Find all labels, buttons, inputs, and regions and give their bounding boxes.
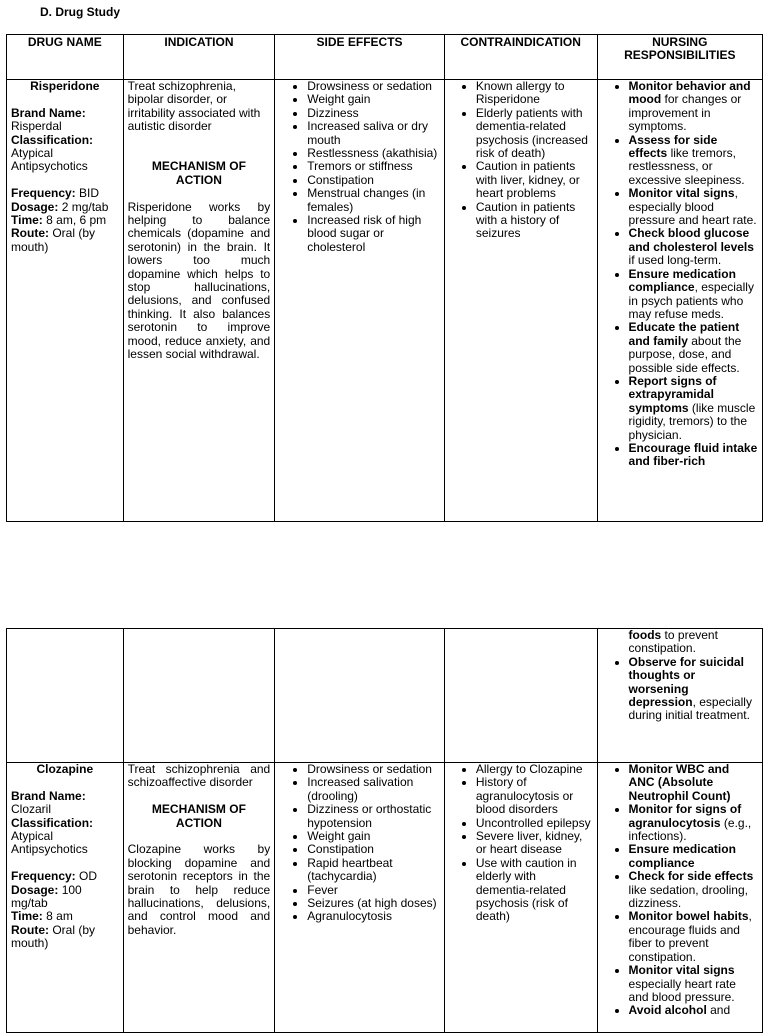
brand-label: Brand Name:	[11, 788, 86, 803]
brand-label: Brand Name:	[11, 105, 86, 120]
nursing-item-lead: Monitor vital signs	[628, 963, 735, 978]
drug-name: Risperidone	[30, 79, 100, 93]
list-item: • Rapid heartbeat (tachycardia)	[307, 857, 440, 884]
indication-cell	[123, 80, 275, 522]
nursing-item-lead: Observe for suicidal thoughts or worsening depression	[628, 654, 744, 710]
drug-row-risperidone	[7, 80, 763, 522]
time-label: Time:	[11, 213, 43, 228]
nursing-item-text: , especially in psych patients who may refuse meds.	[628, 280, 754, 321]
nursing-item	[629, 80, 758, 134]
list-item: • Fever	[307, 884, 440, 897]
list-item: • Caution in patients with liver, kidney, or heart problems	[476, 160, 593, 200]
list-item: • Use with caution in elderly with dementia-related psychosis (risk of death)	[476, 857, 593, 924]
mechanism-text: Risperidone works by helping to balance chemicals (dopamine and serotonin) in the brain. It lowers too much dopamine which helps to stop hallucinations, delusions, and confused thinking. It also balances serotonin to improve mood, reduce anxiety, and lessen social withdrawal.	[127, 199, 271, 362]
header-drug-name: DRUG NAME	[7, 35, 124, 80]
dosage-label: Dosage:	[11, 882, 59, 897]
drug-study-table-page-2	[6, 628, 763, 1033]
nursing-item-lead: Ensure medication compliance	[628, 266, 736, 295]
header-nursing-responsibilities: NURSING RESPONSIBILITIES	[597, 35, 762, 80]
nursing-item-text: (e.g., infections).	[628, 815, 752, 844]
header-indication: INDICATION	[123, 35, 275, 80]
route-label: Route:	[11, 226, 49, 241]
nursing-item	[629, 803, 758, 843]
nursing-item-text: if used long-term.	[628, 253, 722, 268]
contraindication-cell	[444, 80, 597, 522]
nursing-list	[602, 763, 758, 1018]
classification-label: Classification:	[11, 132, 94, 147]
list-item: • Uncontrolled epilepsy	[476, 817, 593, 830]
drug-row-clozapine	[7, 763, 763, 1033]
list-item: • Weight gain	[307, 93, 440, 106]
nursing-item	[629, 843, 758, 870]
nursing-item	[629, 870, 758, 910]
nursing-item-text: like tremors, restlessness, or excessive sleepiness.	[628, 146, 745, 187]
nursing-item-lead: Monitor for signs of agranulocytosis	[628, 802, 742, 830]
nursing-item-lead: Monitor WBC and ANC (Absolute Neutrophil Count)	[628, 762, 731, 803]
nursing-cell	[597, 763, 762, 1033]
nursing-item-lead: Check blood glucose and cholesterol levels	[628, 226, 754, 254]
nursing-cell	[597, 80, 762, 522]
classification-value: Atypical Antipsychotics	[11, 829, 88, 857]
nursing-item-lead: Ensure medication compliance	[628, 842, 736, 870]
nursing-item-text: especially heart rate and blood pressure.	[628, 976, 736, 1004]
route-value: Oral (by mouth)	[11, 922, 96, 951]
time-value: 8 am	[46, 909, 73, 924]
mechanism-heading: MECHANISM OF ACTION	[151, 802, 246, 830]
list-item: • Dizziness	[307, 107, 440, 120]
nursing-item-lead: Check for side effects	[628, 869, 754, 884]
dosage-value: 100 mg/tab	[11, 882, 82, 911]
route-label: Route:	[11, 922, 49, 937]
nursing-item-lead: Monitor vital signs	[628, 186, 735, 201]
drug-name-cell	[7, 763, 124, 1033]
indication-text: Treat schizophrenia and schizoaffective disorder	[127, 762, 271, 790]
header-row	[7, 35, 763, 80]
frequency-value: BID	[79, 186, 100, 201]
list-item: • Dizziness or orthostatic hypotension	[307, 803, 440, 830]
list-item: • Severe liver, kidney, or heart disease	[476, 830, 593, 857]
drug-name-cell	[7, 80, 124, 522]
indication-text: Treat schizophrenia, bipolar disorder, or irritability associated with autistic disorder	[127, 79, 261, 134]
contraindications-list	[449, 80, 593, 241]
dosage-label: Dosage:	[11, 199, 59, 214]
contraindication-cell	[444, 763, 597, 1033]
time-value: 8 am, 6 pm	[46, 213, 107, 228]
nursing-item	[629, 442, 758, 469]
nursing-item	[629, 910, 758, 964]
list-item: • Weight gain	[307, 830, 440, 843]
header-contraindication: CONTRAINDICATION	[444, 35, 597, 80]
list-item: • Increased saliva or dry mouth	[307, 120, 440, 147]
nursing-item	[629, 375, 758, 442]
drug-name: Clozapine	[36, 762, 94, 776]
side-effects-cell	[275, 80, 445, 522]
list-item: • Restlessness (akathisia)	[307, 147, 440, 160]
list-item: • Seizures (at high doses)	[307, 897, 440, 910]
page-heading: D. Drug Study	[40, 5, 120, 19]
nursing-item-text: like sedation, drooling, dizziness.	[628, 882, 748, 911]
list-item: • Agranulocytosis	[307, 910, 440, 923]
mechanism-heading: MECHANISM OF ACTION	[151, 159, 246, 187]
frequency-value: OD	[79, 869, 98, 884]
nursing-item-text: and	[706, 1003, 731, 1018]
nursing-item-lead: Avoid alcohol	[628, 1003, 707, 1018]
nursing-item-lead: Educate the patient and family	[628, 320, 740, 348]
nursing-list	[602, 80, 758, 469]
list-item: • Increased risk of high blood sugar or cholesterol	[307, 214, 440, 254]
nursing-item-text: , encourage fluids and fiber to prevent constipation.	[628, 909, 752, 964]
brand-name: Clozaril	[11, 802, 52, 817]
indication-cell	[123, 763, 275, 1033]
nursing-item	[629, 227, 758, 267]
list-item: • Allergy to Clozapine	[476, 763, 593, 776]
nursing-continued-cell	[597, 629, 762, 763]
brand-name: Risperdal	[11, 119, 62, 134]
nursing-item	[629, 268, 758, 322]
frequency-label: Frequency:	[11, 869, 76, 884]
continuation-row	[7, 629, 763, 763]
nursing-item	[629, 656, 758, 723]
route-value: Oral (by mouth)	[11, 226, 96, 254]
nursing-item-text: about the purpose, dose, and possible side effects.	[628, 333, 742, 375]
nursing-continued-list	[602, 629, 758, 723]
nursing-item-text: to prevent constipation.	[628, 628, 718, 656]
list-item: • Constipation	[307, 174, 440, 187]
nursing-item-lead: Encourage fluid intake and fiber-rich	[628, 440, 758, 469]
list-item: • Drowsiness or sedation	[307, 763, 440, 776]
nursing-item-lead: Assess for side effects	[628, 132, 718, 161]
list-item: • Caution in patients with a history of seizures	[476, 201, 593, 241]
nursing-item	[629, 134, 758, 188]
list-item: • Drowsiness or sedation	[307, 80, 440, 93]
nursing-item	[629, 1004, 758, 1017]
nursing-item-lead: Monitor behavior and mood	[628, 79, 751, 107]
list-item: • Elderly patients with dementia-related psychosis (increased risk of death)	[476, 107, 593, 161]
nursing-item	[629, 763, 758, 803]
list-item: • Menstrual changes (in females)	[307, 187, 440, 214]
side-effects-list	[279, 763, 440, 924]
list-item: • Tremors or stiffness	[307, 160, 440, 173]
side-effects-list	[279, 80, 440, 254]
classification-label: Classification:	[11, 815, 94, 830]
list-item: • Known allergy to Risperidone	[476, 80, 593, 107]
nursing-item-text: for changes or improvement in symptoms.	[628, 92, 742, 134]
side-effects-cell	[275, 763, 445, 1033]
list-item: • Constipation	[307, 843, 440, 856]
nursing-item-text: , especially blood pressure and heart rate.	[628, 186, 757, 228]
nursing-item	[629, 187, 758, 227]
nursing-item-lead: Report signs of extrapyramidal symptoms	[628, 373, 717, 415]
drug-study-table-page-1	[6, 34, 763, 522]
list-item: • Increased salivation (drooling)	[307, 776, 440, 803]
classification-value: Atypical Antipsychotics	[11, 146, 88, 174]
nursing-item	[629, 964, 758, 1004]
nursing-item-text: , especially during initial treatment.	[628, 695, 752, 723]
mechanism-text: Clozapine works by blocking dopamine and serotonin receptors in the brain to help reduce hallucinations, delusions, and control mood and behavior.	[127, 842, 271, 937]
dosage-value: 2 mg/tab	[61, 199, 109, 214]
list-item: • History of agranulocytosis or blood disorders	[476, 776, 593, 816]
header-side-effects: SIDE EFFECTS	[275, 35, 445, 80]
frequency-label: Frequency:	[11, 186, 76, 201]
nursing-item-text: (like muscle rigidity, tremors) to the physician.	[628, 400, 756, 442]
nursing-item	[629, 321, 758, 375]
contraindications-list	[449, 763, 593, 924]
time-label: Time:	[11, 909, 43, 924]
nursing-item-lead: Monitor bowel habits	[628, 909, 749, 924]
nursing-item	[629, 629, 758, 656]
nursing-item-lead: foods	[628, 628, 662, 642]
